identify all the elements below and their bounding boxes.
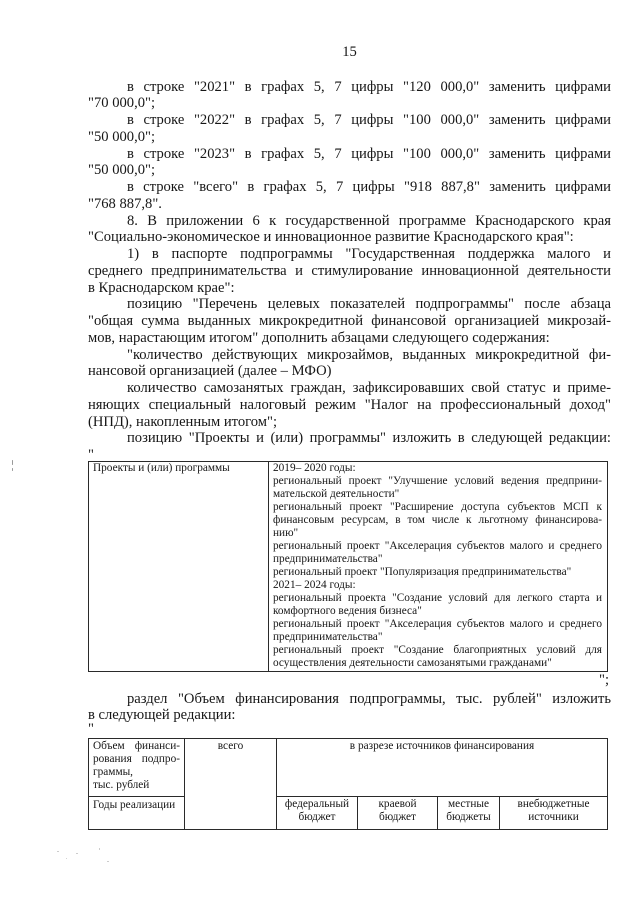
table-line: источники xyxy=(528,811,579,823)
table-line: краевой xyxy=(378,798,417,810)
table-line: бюджет xyxy=(379,811,416,823)
text-line: мов, нарастающим итогом" дополнить абзацами следующего содержания: xyxy=(88,329,550,346)
source-column-regional xyxy=(358,797,438,829)
closing-quote: "; xyxy=(598,672,609,688)
table-line: региональный проект "Улучшение условий ведения предприни- xyxy=(273,475,602,487)
table-line: Объем финанси- xyxy=(93,740,180,752)
open-quote: " xyxy=(88,447,94,461)
open-quote: " xyxy=(88,721,94,737)
text-line: 8. В приложении 6 к государственной программе Краснодарского края xyxy=(127,212,611,229)
text-line: количество самозанятых граждан, зафиксировавших свой статус и приме- xyxy=(127,380,611,397)
text-line: в строке "2021" в графах 5, 7 цифры "120 000,0" заменить цифрами xyxy=(127,78,611,95)
table-line: местные xyxy=(447,798,490,810)
table-line: тыс. рублей xyxy=(93,779,150,791)
projects-table-label-cell xyxy=(89,462,269,671)
page-number: 15 xyxy=(342,44,357,60)
table-line: региональный проект "Акселерация субъектов малого и среднего xyxy=(273,540,602,552)
scan-speck xyxy=(99,848,100,850)
body-text xyxy=(88,79,611,461)
funding-label-cell xyxy=(89,739,185,797)
text-line: нансовой организацией (далее – МФО) xyxy=(88,363,332,380)
text-line: "50 000,0"; xyxy=(88,162,156,179)
total-header-cell xyxy=(185,739,277,829)
text-line: в Краснодарском крае": xyxy=(88,279,235,296)
table-line: региональный проект "Акселерация субъектов малого и среднего xyxy=(273,618,602,630)
text-line: в строке "2022" в графах 5, 7 цифры "100 000,0" заменить цифрами xyxy=(127,112,611,129)
text-line: в строке "2023" в графах 5, 7 цифры "100 000,0" заменить цифрами xyxy=(127,145,611,162)
scan-speck xyxy=(66,858,67,859)
table-line: комфортного ведения бизнеса" xyxy=(273,605,422,617)
table-line: региональный проект "Создание благоприятных условий для xyxy=(273,644,602,656)
text-line: "70 000,0"; xyxy=(88,95,156,112)
table-line: внебюджетные xyxy=(517,798,590,810)
text-line: "50 000,0"; xyxy=(88,128,156,145)
text-line: в строке "всего" в графах 5, 7 цифры "918 887,8" заменить цифрами xyxy=(127,179,611,196)
text-line: 1) в паспорте подпрограммы "Государственная поддержка малого и xyxy=(127,246,611,263)
source-column-federal xyxy=(277,797,358,829)
text-line: "Социально-экономическое и инновационное развитие Краснодарского края": xyxy=(88,229,574,246)
table-line: рования подпро- xyxy=(93,753,180,765)
table-line: граммы, xyxy=(93,766,134,778)
scan-speck xyxy=(12,460,13,465)
table-line: предпринимательства" xyxy=(273,631,383,643)
text-line: "768 887,8". xyxy=(88,195,162,212)
table-line: финансовым ресурсам, в том числе к льготному финансирова- xyxy=(273,514,602,526)
scan-speck xyxy=(57,851,59,852)
projects-table xyxy=(88,461,608,672)
table-line: осуществления деятельности самозанятыми гражданами" xyxy=(273,657,552,669)
table-line: региональный проект "Расширение доступа субъектов МСП к xyxy=(273,501,602,513)
table-line: предпринимательства" xyxy=(273,553,383,565)
sources-header: в разрезе источников финансирования xyxy=(349,740,535,752)
source-column-extrabudgetary xyxy=(500,797,607,829)
source-column-local xyxy=(438,797,500,829)
text-line: няющих специальный налоговый режим "Налог на профессиональный доход" xyxy=(88,396,611,413)
total-header: всего xyxy=(217,740,244,752)
text-line: "общая сумма выданных микрокредитной финансовой организацией микрозай- xyxy=(88,313,611,330)
text-line: среднего предпринимательства и стимулирование инновационной деятельности xyxy=(88,262,611,279)
table-line: региональный проект "Популяризация предпринимательства" xyxy=(273,566,572,578)
funding-table xyxy=(88,738,608,830)
text-line: позицию "Перечень целевых показателей подпрограммы" после абзаца xyxy=(127,296,611,313)
scan-speck xyxy=(12,468,13,471)
scan-speck xyxy=(76,853,78,854)
sources-header-cell xyxy=(277,739,607,797)
projects-table-label: Проекты и (или) программы xyxy=(93,462,230,474)
table-line: 2021– 2024 годы: xyxy=(273,579,356,591)
table-line: региональный проекта "Создание условий для легкого старта и xyxy=(273,592,602,604)
text-line: (НПД), накопленным итогом"; xyxy=(88,413,278,430)
table-line: нию" xyxy=(273,527,299,539)
years-label-cell xyxy=(89,797,185,829)
table-line: бюджет xyxy=(298,811,336,823)
text-line: раздел "Объем финансирования подпрограммы, тыс. рублей" изложить xyxy=(127,690,611,707)
scan-speck xyxy=(107,861,109,862)
years-label: Годы реализации xyxy=(93,799,176,811)
table-line: федеральный xyxy=(284,798,350,810)
section-text xyxy=(88,691,611,725)
text-line: позицию "Проекты и (или) программы" изложить в следующей редакции: xyxy=(127,430,611,447)
table-line: мательской деятельности" xyxy=(273,488,400,500)
text-line: "количество действующих микрозаймов, выданных микрокредитной фи- xyxy=(127,346,611,363)
text-line: в следующей редакции: xyxy=(88,707,236,724)
projects-table-content-cell xyxy=(269,462,607,671)
table-line: бюджеты xyxy=(446,811,491,823)
table-line: 2019– 2020 годы: xyxy=(273,462,356,474)
